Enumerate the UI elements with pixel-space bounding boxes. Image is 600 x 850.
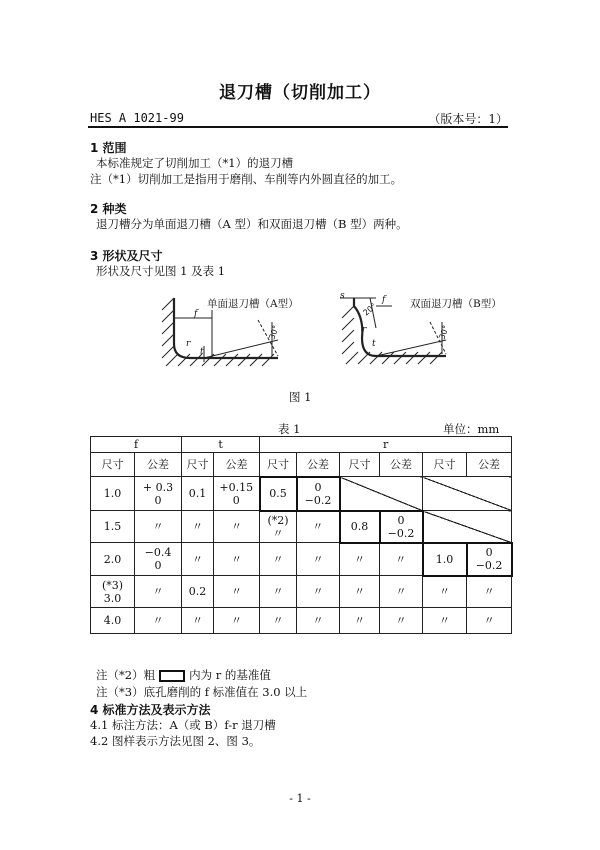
table-cell-base-value: 0.8 bbox=[340, 511, 380, 543]
table-cell: 〃 bbox=[297, 576, 340, 608]
table-row bbox=[91, 511, 512, 543]
section-4-item-1: 4.1 标注方法：A（或 B）f-r 退刀槽 bbox=[90, 718, 276, 732]
table-cell: 〃 bbox=[467, 576, 512, 608]
table-row bbox=[91, 543, 512, 576]
angle-20-label: 20° bbox=[361, 301, 379, 318]
thick-box-icon bbox=[159, 670, 185, 682]
note-2 bbox=[96, 667, 271, 683]
section-3-heading: 3 形状及尺寸 bbox=[90, 249, 163, 263]
table-cell: 1.0 bbox=[91, 477, 135, 511]
dim-f-label-b: f bbox=[382, 295, 386, 305]
page-title: 退刀槽（切削加工） bbox=[219, 83, 381, 103]
table-cell: +0.15 0 bbox=[214, 477, 260, 511]
table-group-header-row bbox=[91, 437, 512, 453]
table-cell-empty bbox=[340, 477, 423, 511]
table-1-caption: 表 1 bbox=[278, 422, 301, 436]
table-cell: 〃 bbox=[380, 543, 423, 576]
version-number: （版本号：1） bbox=[428, 112, 508, 126]
table-cell: 〃 bbox=[182, 511, 214, 543]
table-row bbox=[91, 477, 512, 511]
table-cell: 0.1 bbox=[182, 477, 214, 511]
table-cell-base-value: 0.5 bbox=[260, 477, 297, 511]
table-cell: 〃 bbox=[135, 608, 182, 634]
table-cell: 〃 bbox=[297, 543, 340, 576]
table-cell-base-value: 0 −0.2 bbox=[467, 543, 512, 576]
sub-header: 尺寸 bbox=[260, 453, 297, 477]
table-cell: 〃 bbox=[380, 576, 423, 608]
figure-1-type-a-label: 单面退刀槽（A型） bbox=[207, 298, 299, 310]
sub-header: 尺寸 bbox=[182, 453, 214, 477]
section-4-item-2: 4.2 图样表示方法见图 2、图 3。 bbox=[90, 734, 261, 748]
dim-r-label: r bbox=[186, 339, 191, 349]
section-2-text: 退刀槽分为单面退刀槽（A 型）和双面退刀槽（B 型）两种。 bbox=[96, 217, 408, 231]
dim-t-label: t bbox=[200, 347, 204, 357]
note-3: 注（*3）底孔磨削的 f 标准值在 3.0 以上 bbox=[96, 685, 308, 699]
table-row bbox=[91, 608, 512, 634]
sub-header: 公差 bbox=[214, 453, 260, 477]
table-cell: 〃 bbox=[340, 608, 380, 634]
table-cell: 〃 bbox=[182, 608, 214, 634]
figure-1-type-b-label: 双面退刀槽（B型） bbox=[410, 298, 502, 310]
sub-header: 公差 bbox=[297, 453, 340, 477]
sub-header: 公差 bbox=[467, 453, 512, 477]
header-f: f bbox=[91, 437, 182, 453]
table-cell: 〃 bbox=[260, 543, 297, 576]
sub-header: 公差 bbox=[135, 453, 182, 477]
table-cell: 〃 bbox=[260, 576, 297, 608]
table-cell: 〃 bbox=[135, 576, 182, 608]
sub-header: 尺寸 bbox=[340, 453, 380, 477]
angle-30-label-b: 30° bbox=[437, 324, 451, 341]
note-2-prefix: 注（*2）粗 bbox=[96, 668, 156, 682]
dimension-table bbox=[90, 436, 513, 634]
table-cell: 2.0 bbox=[91, 543, 135, 576]
table-cell-base-value: 0 −0.2 bbox=[297, 477, 340, 511]
table-cell: 1.5 bbox=[91, 511, 135, 543]
table-cell: 〃 bbox=[214, 511, 260, 543]
table-row bbox=[91, 576, 512, 608]
section-4-heading: 4 标准方法及表示方法 bbox=[90, 703, 211, 717]
table-cell: 〃 bbox=[214, 576, 260, 608]
table-cell: 〃 bbox=[423, 608, 467, 634]
angle-30-label: 30° bbox=[267, 324, 281, 341]
table-cell: 4.0 bbox=[91, 608, 135, 634]
header-rule bbox=[88, 126, 508, 128]
table-1-unit: 单位：mm bbox=[443, 422, 500, 436]
table-cell: 〃 bbox=[467, 608, 512, 634]
figure-1-caption: 图 1 bbox=[289, 390, 312, 404]
sub-header: 尺寸 bbox=[91, 453, 135, 477]
table-cell: (*3) 3.0 bbox=[91, 576, 135, 608]
table-cell: + 0.3 0 bbox=[135, 477, 182, 511]
dim-s-label-b: s bbox=[340, 291, 345, 301]
table-cell: (*2) 〃 bbox=[260, 511, 297, 543]
table-cell: 〃 bbox=[340, 576, 380, 608]
table-cell: 0.2 bbox=[182, 576, 214, 608]
note-2-suffix: 内为 r 的基准值 bbox=[189, 668, 271, 682]
table-cell-empty bbox=[423, 477, 512, 511]
table-cell: 〃 bbox=[182, 543, 214, 576]
table-cell: 〃 bbox=[297, 511, 340, 543]
document-code: HES A 1021-99 bbox=[90, 111, 184, 125]
section-1-note: 注（*1）切削加工是指用于磨削、车削等内外圆直径的加工。 bbox=[90, 172, 403, 186]
table-cell: 〃 bbox=[340, 543, 380, 576]
page-number: - 1 - bbox=[289, 792, 311, 805]
section-3-text: 形状及尺寸见图 1 及表 1 bbox=[96, 264, 226, 278]
table-cell: 〃 bbox=[214, 543, 260, 576]
header-t: t bbox=[182, 437, 260, 453]
table-cell: 〃 bbox=[380, 608, 423, 634]
table-sub-header-row bbox=[91, 453, 512, 477]
sub-header: 公差 bbox=[380, 453, 423, 477]
section-1-heading: 1 范围 bbox=[90, 141, 127, 155]
table-cell: 〃 bbox=[260, 608, 297, 634]
sub-header: 尺寸 bbox=[423, 453, 467, 477]
table-cell-base-value: 0 −0.2 bbox=[380, 511, 423, 543]
dim-f-label: f bbox=[194, 309, 198, 319]
table-cell: −0.4 0 bbox=[135, 543, 182, 576]
section-2-heading: 2 种类 bbox=[90, 202, 127, 216]
table-cell-empty bbox=[423, 511, 512, 543]
table-cell: 〃 bbox=[297, 608, 340, 634]
dim-t-label-b: t bbox=[372, 339, 376, 349]
section-1-text: 本标准规定了切削加工（*1）的退刀槽 bbox=[96, 156, 294, 170]
table-cell: 〃 bbox=[135, 511, 182, 543]
header-r: r bbox=[260, 437, 512, 453]
table-cell: 〃 bbox=[423, 576, 467, 608]
table-cell: 〃 bbox=[214, 608, 260, 634]
table-cell-base-value: 1.0 bbox=[423, 543, 467, 576]
dim-r-label-b: r bbox=[362, 325, 367, 335]
